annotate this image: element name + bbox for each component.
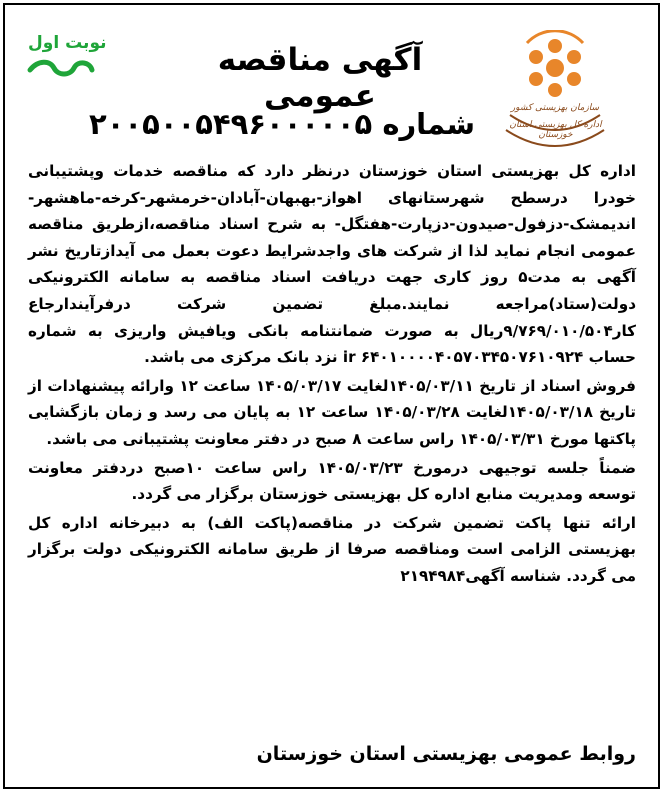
logo-text-line2: اداره کل بهزیستی استان خوزستان — [509, 120, 602, 140]
tender-number: شماره ۲۰۰۵۰۰۵۴۹۶۰۰۰۰۰۵ — [89, 107, 475, 141]
public-relations-signature: روابط عمومی بهزیستی استان خوزستان — [256, 743, 636, 765]
ad-body — [28, 158, 636, 590]
first-round-badge: نوبت اول — [28, 33, 107, 53]
paragraph-schedule: فروش اسناد از تاریخ ۱۴۰۵/۰۳/۱۱لغایت ۱۴۰۵/۰۳/۱۷ ساعت ۱۲ وارائه پیشنهادات از تاریخ ۱۴۰۵/۰۳/۱۸لغایت ۱۴۰۵/۰۳/۲۸ ساعت ۱۲ به پایان می رسد و زمان بازگشایی پاکتها مورخ ۱۴۰۵/۰۳/۳۱ راس ساعت ۸ صبح در دفتر معاونت پشتیبانی می باشد. — [28, 376, 636, 448]
paragraph-submission: ارائه تنها پاکت تضمین شرکت در مناقصه(پاکت الف) به دبیرخانه اداره کل بهزیستی الزامی است ومناقصه صرفا از طریق سامانه الکترونیکی دولت برگزار می گردد. شناسه آگهی۲۱۹۴۹۸۴ — [28, 513, 636, 585]
ad-title: آگهی مناقصه عمومی — [217, 42, 423, 114]
paragraph-briefing: ضمناً جلسه توجیهی درمورخ ۱۴۰۵/۰۳/۲۳ راس ساعت ۱۰صبح دردفتر معاونت توسعه ومدیریت منابع اداره کل بهزیستی خوزستان برگزار می گردد. — [28, 458, 637, 504]
logo-text-line1: سازمان بهزیستی کشور — [510, 103, 600, 113]
paragraph-tender-details: اداره کل بهزیستی استان خوزستان درنظر دارد که مناقصه خدمات وپشتیبانی خودرا درسطح شهرستانهای اهواز-بهبهان-آبادان-خرمشهر-کرخه-ماهشهر-اندیمشک-دزفول-صیدون-دزپارت-هفتگل- به شرح اسناد مناقصه،ازطریق مناقصه عمومی انجام نماید لذا از شرکت های واجدشرایط دعوت بعمل می آیدازتاریخ نشر آگهی به مدت۵ روز کاری جهت دریافت اسناد مناقصه به سامانه الکترونیکی دولت(ستاد)مراجعه نمایند.مبلغ تضمین شرکت درفرآیندارجاع کار۹/۷۶۹/۰۱۰/۵۰۴ریال به صورت ضمانتنامه بانکی ویافیش واریزی به شماره حساب ir ۶۴۰۱۰۰۰۰۴۰۵۷۰۳۴۵۰۷۶۱۰۹۲۴ نزد بانک مرکزی می باشد. — [28, 162, 636, 367]
welfare-organization-logo — [500, 30, 610, 160]
